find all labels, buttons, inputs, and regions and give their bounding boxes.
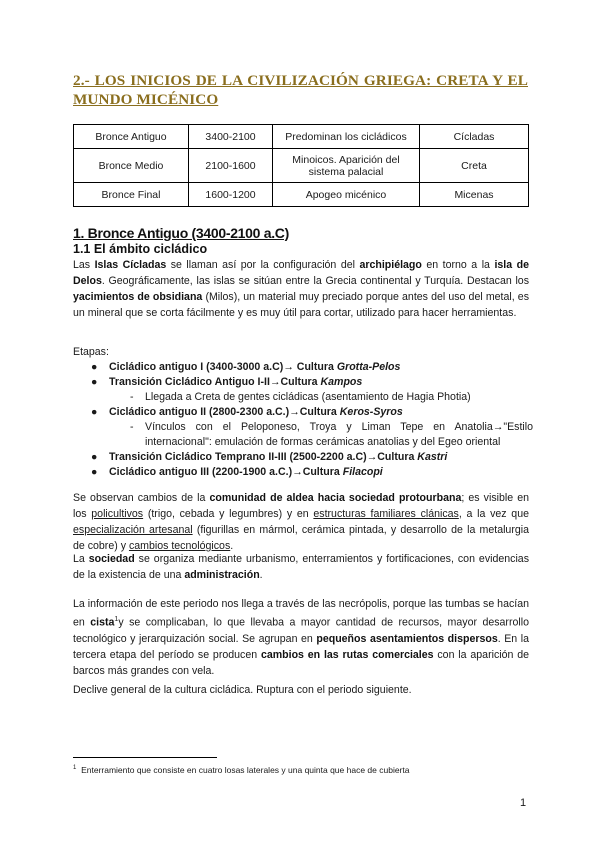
text-run: se llaman así por la configuración del [166,259,360,271]
list-item [73,360,533,375]
table-cell: Minoicos. Aparición del sistema palacial [273,149,420,183]
periods-table [73,124,529,207]
text-run: Las [73,259,95,271]
text-run: (figurillas en mármol, cerámica pintada, y desarrollo de la metalurgia de cobre) y [73,524,529,552]
table-cell: Bronce Medio [74,149,189,183]
text-run: (Milos), un material muy preciado porque antes del uso del metal, es un mineral que se corta fácilmente y es muy útil para cortar, utilizado para hacer herramientas. [73,291,529,319]
chapter-title: 2.- LOS INICIOS DE LA CIVILIZACIÓN GRIEGA: CRETA Y EL MUNDO MICÉNICO [73,72,528,108]
bullet-icon: ● [91,361,98,373]
text-run: Se observan cambios de la [73,492,210,504]
text-run: , a la vez que [458,508,529,520]
page-number: 1 [520,797,527,809]
bold-run: cista [90,616,115,629]
stage-label: Transición Cicládico Temprano II-III (2500-2200 a.C)→Cultura [109,451,418,463]
table-cell: 2100-1600 [189,149,273,183]
footnote-number: 1 [73,765,77,772]
stage-label: Cicládico antiguo III (2200-1900 a.C.)→Cultura [109,466,343,478]
stage-culture: Kampos [320,376,363,388]
stage-culture: Keros-Syros [339,406,403,418]
sub-item [73,420,533,450]
bold-run: sociedad [88,553,135,565]
table-cell: Creta [420,149,529,183]
text-run: se organiza mediante urbanismo, enterramientos y fortificaciones, con evidencias de la existencia de una [73,553,529,581]
footnote-ref[interactable]: 1 [114,616,119,623]
underlined-run: policultivos [91,508,144,520]
footnote-text: Enterramiento que consiste en cuatro losas laterales y una quinta que hace de cubierta [81,765,410,775]
bold-run: administración [184,569,260,581]
text-run: La [73,553,89,565]
sub-item-text: Vínculos con el Peloponeso, Troya y Liman Tepe en Anatolia→"Estilo internacional": emulación de formas cerámicas anatolias y del Egeo oriental [145,421,533,448]
table-cell: Predominan los cicládicos [273,125,420,149]
table-row [74,125,529,149]
paragraph-necropolis [73,596,529,679]
text-run: y se complicaban, lo que llevaba a mayor cantidad de recursos, mayor desarrollo tecnológico y jerarquización social. Se agrupan en [73,616,529,645]
underlined-run: especialización artesanal [73,524,193,536]
list-item [73,405,533,450]
text-run: (trigo, cebada y legumbres) y en [143,508,314,520]
etapas-label: Etapas: [73,346,109,358]
sub-item-text: Llegada a Creta de gentes cicládicas (asentamiento de Hagia Photia) [145,391,471,403]
bold-run: pequeños asentamientos dispersos [316,632,498,645]
table-cell: Micenas [420,183,529,207]
footnote-divider [73,757,217,758]
bold-run: archipiélago [359,259,422,271]
list-item [73,450,533,465]
text-run: . En la tercera etapa del período se producen [73,632,529,661]
bold-run: Islas Cícladas [94,259,167,271]
text-run: . Geográficamente, las islas se sitúan entre la Grecia continental y Turquía. Destacan los [101,275,529,287]
table-cell: 1600-1200 [189,183,273,207]
text-run: con la aparición de barcos más grandes con vela. [73,648,530,677]
subsection-heading: 1.1 El ámbito cicládico [73,242,208,256]
bold-run: cambios en las rutas comerciales [260,648,434,661]
paragraph-decline: Declive general de la cultura cicládica. Ruptura con el periodo siguiente. [73,684,412,696]
stage-label: Transición Cicládico Antiguo I-II→Cultura [109,376,321,388]
table-cell: 3400-2100 [189,125,273,149]
paragraph-cyclades [73,257,529,321]
bullet-icon: ● [91,451,98,463]
table-cell: Cícladas [420,125,529,149]
dash-icon: - [130,421,134,433]
stage-label: Cicládico antiguo I (3400-3000 a.C)→ Cultura [109,361,337,373]
dash-icon: - [130,391,134,403]
bullet-icon: ● [91,406,98,418]
bold-run: isla de Delos [73,259,529,287]
list-item [73,375,533,405]
underlined-run: cambios tecnológicos [128,540,231,552]
section-heading: 1. Bronce Antiguo (3400-2100 a.C) [73,225,289,241]
sub-item [73,390,533,405]
table-cell: Apogeo micénico [273,183,420,207]
bold-run: yacimientos de obsidiana [73,291,203,303]
text-run: . [259,569,263,581]
text-run: en torno a la [421,259,495,271]
table-row [74,183,529,207]
paragraph-society-changes [73,490,529,554]
stage-culture: Kastri [417,451,448,463]
bold-run: comunidad de aldea hacia sociedad protourbana [209,492,462,504]
table-cell: Bronce Antiguo [74,125,189,149]
footnote [73,765,409,775]
text-run: . [230,540,234,552]
stage-culture: Filacopi [342,466,383,478]
table-cell: Bronce Final [74,183,189,207]
underlined-run: estructuras familiares clánicas [313,508,459,520]
list-item [73,465,533,480]
table-row [74,149,529,183]
stages-list [73,360,533,480]
text-run: ; es visible en los [73,492,529,520]
stage-culture: Grotta-Pelos [336,361,401,373]
bullet-icon: ● [91,376,98,388]
bullet-icon: ● [91,466,98,478]
paragraph-organization [73,551,529,583]
text-run: La información de este periodo nos llega a través de las necrópolis, porque las tumbas se hacían en [73,598,529,629]
stage-label: Cicládico antiguo II (2800-2300 a.C.)→Cultura [109,406,340,418]
